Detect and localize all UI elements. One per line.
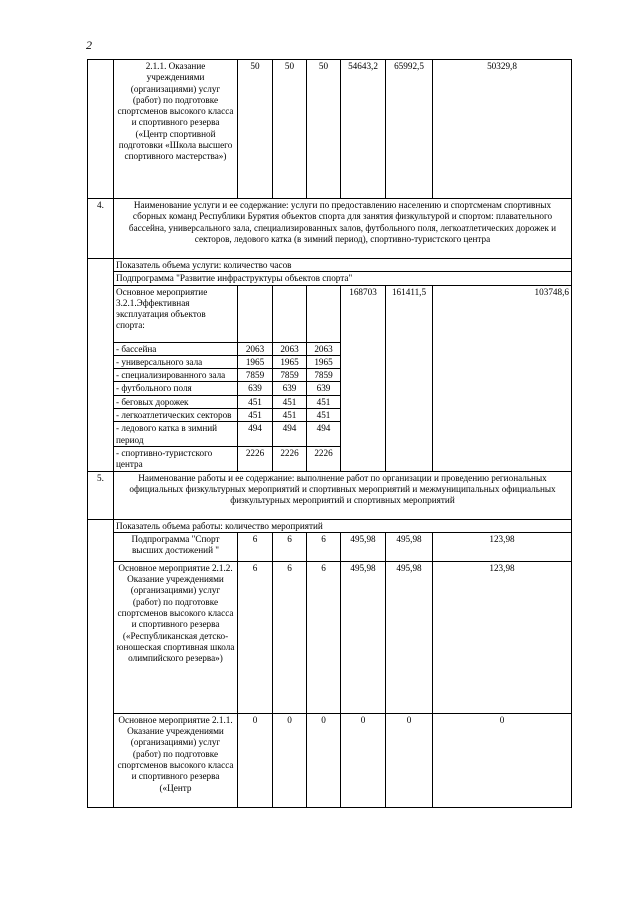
row-name: - универсального зала xyxy=(114,355,238,368)
finance-cell: 54643,2 xyxy=(341,60,386,199)
value-cell: 1965 xyxy=(307,355,341,368)
indicator-text: Показатель объема услуги: количество часов xyxy=(114,259,572,272)
section-number: 5. xyxy=(88,471,114,519)
finance-cell: 50329,8 xyxy=(433,60,572,199)
value-cell: 451 xyxy=(307,409,341,422)
finance-cell: 161411,5 xyxy=(386,285,433,471)
value-cell: 0 xyxy=(273,713,307,807)
table-row xyxy=(88,561,572,713)
value-cell: 2063 xyxy=(273,342,307,355)
section-header-row xyxy=(88,199,572,259)
value-cell: 50 xyxy=(238,60,273,199)
table-row xyxy=(88,532,572,561)
value-cell: 451 xyxy=(273,395,307,408)
row-name: - беговых дорожек xyxy=(114,395,238,408)
value-cell: 50 xyxy=(307,60,341,199)
subprogram-row xyxy=(88,272,572,285)
finance-cell: 0 xyxy=(433,713,572,807)
value-cell: 1965 xyxy=(273,355,307,368)
finance-cell: 495,98 xyxy=(341,532,386,561)
row-name: - ледового катка в зимний период xyxy=(114,422,238,447)
services-table xyxy=(87,59,572,808)
table-row xyxy=(88,285,572,342)
value-cell: 451 xyxy=(238,409,273,422)
indicator-row xyxy=(88,259,572,272)
indicator-row xyxy=(88,519,572,532)
value-cell: 6 xyxy=(238,532,273,561)
row-name: 2.1.1. Оказание учреждениями (организациями) услуг (работ) по подготовке спортсменов высокого класса и спортивного резерва («Центр спортивной подготовки «Школа высшего спортивного мастерства») xyxy=(114,60,238,199)
finance-cell: 123,98 xyxy=(433,532,572,561)
value-cell: 639 xyxy=(273,382,307,395)
value-cell: 639 xyxy=(307,382,341,395)
value-cell: 6 xyxy=(307,561,341,713)
value-cell: 0 xyxy=(307,713,341,807)
finance-cell: 123,98 xyxy=(433,561,572,713)
row-name: - футбольного поля xyxy=(114,382,238,395)
row-name: Основное мероприятие 2.1.2. Оказание учреждениями (организациями) услуг (работ) по подготовке спортсменов высокого класса и спортивного резерва («Республиканская детско-юношеская спортивная школа олимпийского резерва») xyxy=(114,561,238,713)
indicator-text: Показатель объема работы: количество мероприятий xyxy=(114,519,572,532)
value-cell: 1965 xyxy=(238,355,273,368)
value-cell: 50 xyxy=(273,60,307,199)
finance-cell: 0 xyxy=(386,713,433,807)
value-cell: 6 xyxy=(273,561,307,713)
value-cell: 0 xyxy=(238,713,273,807)
value-cell: 2063 xyxy=(238,342,273,355)
value-cell: 639 xyxy=(238,382,273,395)
value-cell: 494 xyxy=(273,422,307,447)
value-cell: 451 xyxy=(307,395,341,408)
value-cell: 6 xyxy=(238,561,273,713)
row-name: Подпрограмма "Спорт высших достижений " xyxy=(114,532,238,561)
subprogram-text: Подпрограмма "Развитие инфраструктуры объектов спорта" xyxy=(114,272,572,285)
value-cell: 7859 xyxy=(307,369,341,382)
finance-cell: 0 xyxy=(341,713,386,807)
finance-cell: 495,98 xyxy=(386,532,433,561)
value-cell: 6 xyxy=(273,532,307,561)
finance-cell: 168703 xyxy=(341,285,386,471)
value-cell: 6 xyxy=(307,532,341,561)
value-cell: 2226 xyxy=(307,446,341,471)
value-cell: 2226 xyxy=(238,446,273,471)
table-row xyxy=(88,60,572,199)
table-row xyxy=(88,713,572,807)
section-header-row xyxy=(88,471,572,519)
section-title: Наименование работы и ее содержание: выполнение работ по организации и проведению региональных официальных физкультурных мероприятий и спортивных мероприятий и межмуниципальных официальных физкультурных мероприятий и спортивных мероприятий xyxy=(114,471,572,519)
value-cell: 494 xyxy=(238,422,273,447)
finance-cell: 495,98 xyxy=(341,561,386,713)
value-cell: 494 xyxy=(307,422,341,447)
section-title: Наименование услуги и ее содержание: услуги по предоставлению населению и спортсменам спортивных сборных команд Республики Бурятия объектов спорта для занятия физкультурой и спортом: плавательного бассейна, универсального зала, специализированных залов, футбольного поля, легкоатлетических дорожек и секторов, ледового катка (в зимний период), спортивно-туристского центра xyxy=(114,199,572,259)
finance-cell: 65992,5 xyxy=(386,60,433,199)
row-name: Основное мероприятие 2.1.1. Оказание учреждениями (организациями) услуг (работ) по подготовке спортсменов высокого класса и спортивного резерва («Центр xyxy=(114,713,238,807)
value-cell: 2226 xyxy=(273,446,307,471)
row-name: - легкоатлетических секторов xyxy=(114,409,238,422)
finance-cell: 495,98 xyxy=(386,561,433,713)
row-name: Основное мероприятие 3.2.1.Эффективная эксплуатация объектов спорта: xyxy=(114,285,238,342)
section-number: 4. xyxy=(88,199,114,259)
value-cell: 451 xyxy=(273,409,307,422)
row-name: - спортивно-туристского центра xyxy=(114,446,238,471)
row-name: - специализированного зала xyxy=(114,369,238,382)
row-name: - бассейна xyxy=(114,342,238,355)
value-cell: 7859 xyxy=(238,369,273,382)
page-number: 2 xyxy=(86,38,92,52)
value-cell: 2063 xyxy=(307,342,341,355)
finance-cell: 103748,6 xyxy=(433,285,572,471)
value-cell: 7859 xyxy=(273,369,307,382)
value-cell: 451 xyxy=(238,395,273,408)
